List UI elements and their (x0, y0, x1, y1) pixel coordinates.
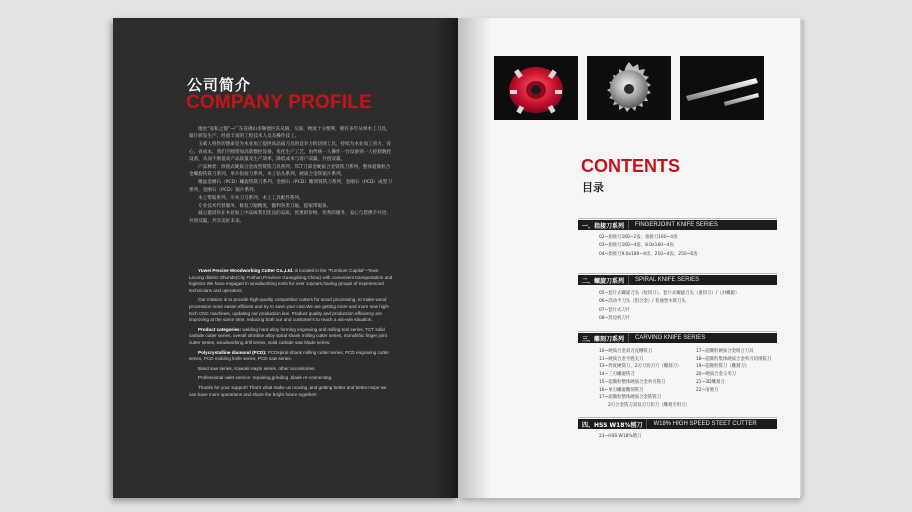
intro-paragraph: 木工带锯系列，川木刀刀系列，木工工具配件系列。 (198, 195, 304, 201)
section-header-carving (578, 333, 777, 343)
list-item: 14~三刃螺旋铣刀 (599, 372, 635, 378)
section-title-en: SPIRAL KNIFE SERIES (628, 275, 777, 285)
company-intro-cn (189, 126, 394, 226)
list-item: 11~硬质合金平底尖刀 (599, 356, 644, 362)
company-intro-en (189, 268, 394, 401)
list-item: 2刃合金铣刀双双刃刀切刀（雕刻专用刀） (608, 402, 690, 408)
list-item: 05~套片式螺旋刀头（短切刀）、套片式螺旋刀头（重切刀）/（对螺旋） (599, 291, 740, 296)
intro-en-paragraph (189, 366, 394, 373)
section-header-spiral (578, 275, 777, 285)
intro-en-text: PCDspiral shank milling cutter series, PCD engraving cutter series, PCD molding knife series, PCD saw series. (189, 349, 389, 362)
contents-title-en: CONTENTS (581, 156, 680, 176)
section-title-cn: 一、指接刀系列 (578, 220, 628, 230)
section-title-cn: 四、HSS W18%刨刀 (578, 419, 646, 429)
intro-en-paragraph (189, 268, 394, 294)
intro-paragraph: 玉威人将热切使命是为木业加工提供高品质刀具的竞争力的切削工具，持续为木业加工省力、省心、省成本，我们不断增加高新数控设备，优化生产工艺，由传统一人操作一台设备到一人控制数控设备，从而不断提高产品质量及生产效率，降低成本与客户双赢，共创双赢。 (189, 142, 392, 163)
list-item: 04~指接刀9.0x180~4齿、210~4齿、250~6齿 (599, 251, 698, 257)
section-title-en: W18% HIGH SPEED STEET CUTTER (646, 419, 777, 429)
intro-en-lead: Product categories: (198, 326, 242, 332)
intro-en-text: Our mission is to provide high-quality competitive cutters for wood processing, to make wood procession more easier,efficient and try to save your cost.We are getting more and more new high-tech CNC machines, updating our production line. Product quality and production efficiency are improving at the same time, reducing both our and customer's to reach a win-win situation. (189, 297, 390, 323)
company-profile-title-en: COMPANY PROFILE (186, 92, 372, 113)
planer-knife-blades-icon (680, 56, 764, 120)
section-title-en: CARVING KNIFE SERIES (628, 333, 777, 343)
intro-en-lead: Yuwei Precise Woodworking Cutter Co.,Ltd. (198, 268, 294, 273)
intro-paragraph: 聚晶金刚石（PCD）螺旋铣铣刀系列，金刚石（PCD）雕刻铣铣刀系列，金刚石（PCD）成型刀系列，金刚石（PCD）锯片系列。 (189, 180, 392, 193)
list-item: 10~硬质合金双刃直槽铣刀 (599, 349, 653, 354)
list-item: 16~单刃螺旋雕刻铣刀 (599, 387, 644, 393)
intro-en-text: Band saw series, Kawaki Hayto series, other accessories. (198, 365, 316, 371)
intro-en-paragraph (189, 350, 394, 363)
intro-en-paragraph (189, 375, 394, 382)
list-item: 18~超微粒集体硬质合金单刃切削铣刀 (696, 356, 772, 362)
list-item: 07~套片式刀片 (599, 307, 631, 313)
intro-paragraph: 地处“家私之都”~广东省佛山市顺德区乐从镇，交通、物流十分便利，拥有多年从事木工刀具，锯片研发生产，经验丰富的工程技术人员及操作技工。 (189, 127, 391, 140)
intro-paragraph: 专业技术代替服务，修复刀锯精度，翻利各类刀锯，提锯带锯条。 (198, 203, 332, 209)
circular-saw-blade-icon (587, 56, 671, 120)
section-title-en: FINGERJOINT KNIFE SERIES (628, 220, 777, 230)
section-header-fingerjoint (578, 220, 777, 230)
list-item: 13~焊度硬铣刀、2刃刀切刃刀（雕刻刀） (599, 364, 682, 370)
intro-paragraph: 产品种类：焊接式硬质合金成型铣铣刀具系列，TCT刀部金硬质合金铣铣刀系列，整体超微粒合金螺旋铣铣刀系列，单片指接刀系列，木工钻头系列，硬质合金铣锯片系列。 (189, 165, 391, 178)
intro-en-lead: Polycrystalline diamond (PCD): (198, 349, 267, 355)
left-page (113, 18, 458, 498)
list-item: 03~指接刀160~4齿、8.0x160~4齿 (599, 243, 674, 249)
section-title-cn: 二、螺旋刀系列 (578, 275, 628, 285)
list-item: 15~超微粒整体硬质合金单刃铣刀 (599, 379, 666, 385)
intro-en-text: welding hard alloy forming engraving and milling tool series, TCT solid carbide cutter series, overall ultrafine alloy spiral shank milling cutter series, monolithic finger joint cutter series, woodworking drill series, solid carbide saw blade series. (189, 326, 387, 345)
red-profile-cutter-icon (494, 56, 578, 120)
list-item: 02~指接刀160~2齿、指接刀160~4齿 (599, 235, 678, 240)
intro-en-paragraph (189, 327, 394, 347)
list-item: 22~清底刀 (696, 387, 719, 393)
page-edge (800, 20, 804, 496)
intro-en-text: Professional valet service: repairing,grinding ,blade re-connecting. (198, 375, 333, 381)
section-items-hss (599, 433, 779, 441)
list-item: 17~超微粒硬质合金组合刀具 (696, 349, 754, 354)
list-item: 06~活动平刀头（铝合金）/ 普通型木铣刀头 (599, 299, 686, 305)
section-header-hss (578, 419, 777, 429)
list-item: 21~3D雕刻刀 (696, 379, 725, 385)
section-items-fingerjoint (599, 234, 779, 259)
intro-en-paragraph (189, 385, 394, 398)
section-items-carving (599, 348, 779, 410)
list-item: 08~封边机刀片 (599, 315, 631, 321)
list-item: 20~硬质合金玉米刀 (696, 372, 737, 378)
list-item: 17~超微粒整体硬质合金铣铣刀 (599, 395, 661, 401)
intro-en-text: Thanks for your support! That's what make us moving ,and getting better and better.Hope we can have more operations and share the bright future together! (189, 384, 387, 397)
company-profile-title-cn: 公司简介 (187, 76, 252, 94)
section-items-spiral (599, 290, 779, 323)
list-item: 23~HSS W18%刨刀 (599, 434, 642, 439)
section-title-cn: 三、雕刻刀系列 (578, 333, 628, 343)
intro-paragraph: 诚心邀请你在木业加工中品味我们优良的品质，优惠的价格，优秀的服务，衷心与您携手并进，共创双赢，共享美好未来。 (189, 211, 391, 224)
contents-title-cn: 目录 (582, 181, 604, 194)
intro-en-text: is located in the "Furniture Capital"~Town Lecong district Shunde(City Foshan,Province Guangdong,China) with convenient transportation and logistics.We have engaged in woodworking tools for over 14years,having groups of experienced technicians and operators. (189, 268, 393, 293)
intro-en-paragraph (189, 297, 394, 323)
list-item: 19~超微粒铣刀（雕刻刀） (696, 364, 750, 370)
